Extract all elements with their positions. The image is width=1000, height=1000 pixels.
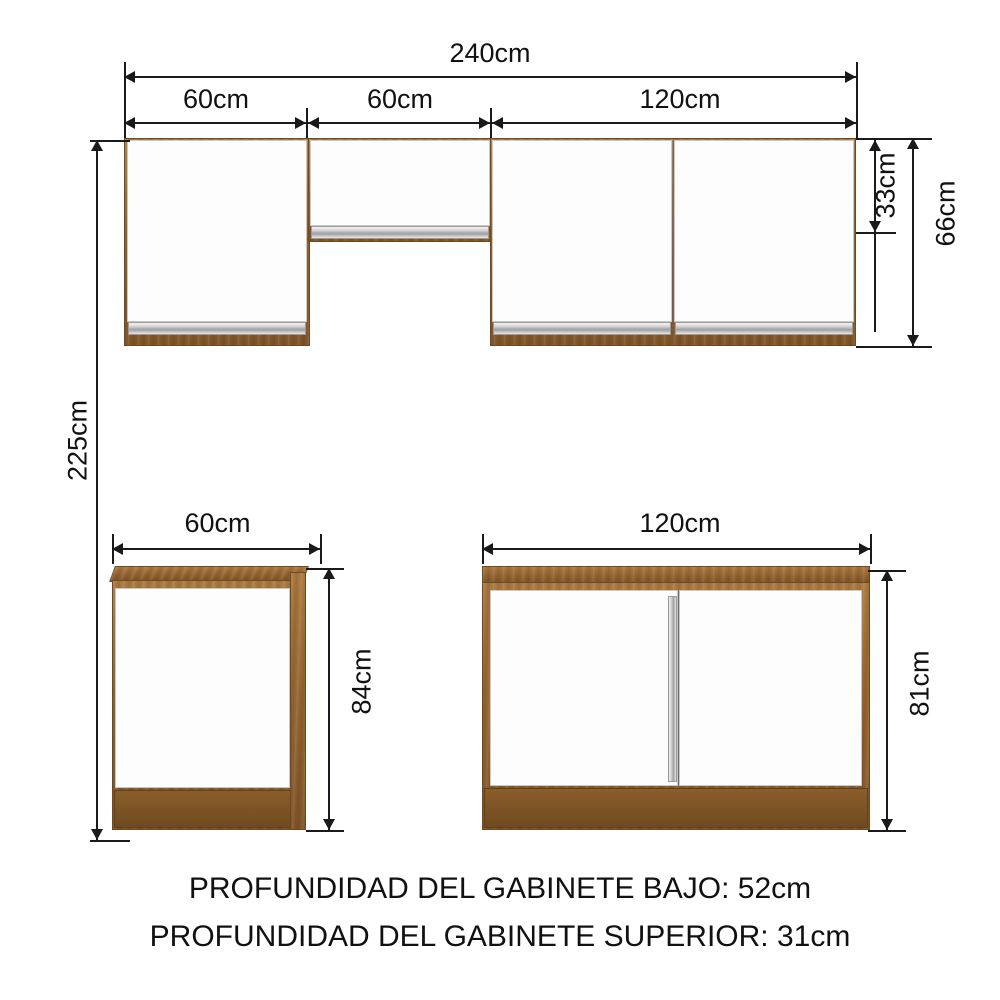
lower-left-plinth: [114, 790, 304, 828]
dimline-total-width: [124, 76, 856, 78]
tick-seg-2-3: [490, 108, 492, 140]
label-lower-right-width: 120cm: [639, 508, 721, 538]
upper-right-handle-left: [493, 322, 671, 335]
lower-right-door-seam: [678, 590, 679, 786]
upper-left-handle: [128, 322, 306, 335]
tick-84-top: [306, 568, 344, 570]
tick-225-bottom: [90, 840, 130, 842]
label-lower-right-height: 81cm: [904, 650, 935, 717]
dimline-upper-seg-3: [492, 122, 856, 124]
label-overall-height: 225cm: [62, 399, 93, 482]
tick-lower-right-w-a: [482, 534, 484, 564]
arrow-total-width-right: [845, 71, 856, 83]
arrow-81-down: [881, 819, 893, 830]
upper-middle-handle: [311, 226, 489, 239]
dimline-lower-left-width: [112, 548, 320, 550]
dimline-lower-right-width: [482, 548, 870, 550]
tick-total-right: [856, 62, 858, 138]
dimline-lower-right-height: [886, 570, 888, 830]
lower-right-plinth: [484, 788, 868, 828]
dimline-66cm: [912, 138, 914, 346]
dimline-overall-height: [96, 140, 98, 840]
label-upper-door-short: 33cm: [870, 152, 901, 219]
upper-right-handle-right: [675, 322, 853, 335]
label-lower-left-width: 60cm: [184, 508, 251, 538]
note-upper-depth: PROFUNDIDAD DEL GABINETE SUPERIOR: 31cm: [149, 920, 851, 953]
lower-left-door: [115, 588, 290, 788]
arrow-seg3-left: [492, 117, 503, 129]
lower-right-handle-left: [668, 596, 677, 782]
arrow-seg1-right: [295, 117, 306, 129]
dimline-upper-seg-2: [308, 122, 490, 124]
label-upper-seg-1: 60cm: [182, 84, 250, 114]
arrow-84-down: [323, 819, 335, 830]
upper-right-door-left: [492, 140, 672, 322]
tick-66-bottom: [856, 346, 932, 348]
arrow-seg1-left: [124, 117, 135, 129]
lower-left-side: [290, 572, 306, 830]
tick-lower-left-w-b: [320, 534, 322, 564]
arrow-66-down: [907, 335, 919, 346]
tick-66-top: [856, 138, 932, 140]
tick-33-bottom: [856, 232, 896, 234]
note-lower-depth: PROFUNDIDAD DEL GABINETE BAJO: 52cm: [188, 872, 812, 905]
tick-81-top: [868, 570, 906, 572]
upper-left-door: [127, 140, 307, 322]
upper-right-door-right: [674, 140, 854, 322]
label-upper-seg-2: 60cm: [366, 84, 434, 114]
tick-lower-right-w-b: [870, 534, 872, 564]
tick-seg-1-2: [306, 108, 308, 140]
lower-right-door-right: [679, 590, 862, 786]
label-lower-left-height: 84cm: [346, 648, 377, 715]
label-total-width: 240cm: [449, 38, 531, 68]
dimline-upper-seg-1: [124, 122, 306, 124]
label-upper-total-height: 66cm: [930, 180, 961, 247]
arrow-seg2-right: [479, 117, 490, 129]
dimline-lower-left-height: [328, 568, 330, 830]
upper-middle-door: [310, 140, 490, 226]
tick-lower-left-w-a: [112, 534, 114, 564]
upper-right-door-seam: [673, 140, 674, 322]
label-upper-seg-3: 120cm: [639, 84, 721, 114]
arrow-225-down: [91, 829, 103, 840]
lower-right-door-left: [490, 590, 678, 786]
tick-84-bottom: [306, 830, 344, 832]
arrow-lower-right-w-right: [859, 543, 870, 555]
arrow-seg2-left: [308, 117, 319, 129]
tick-225-top: [90, 140, 130, 142]
arrow-seg3-right: [845, 117, 856, 129]
arrow-lower-left-w-right: [309, 543, 320, 555]
tick-81-bottom: [868, 830, 906, 832]
